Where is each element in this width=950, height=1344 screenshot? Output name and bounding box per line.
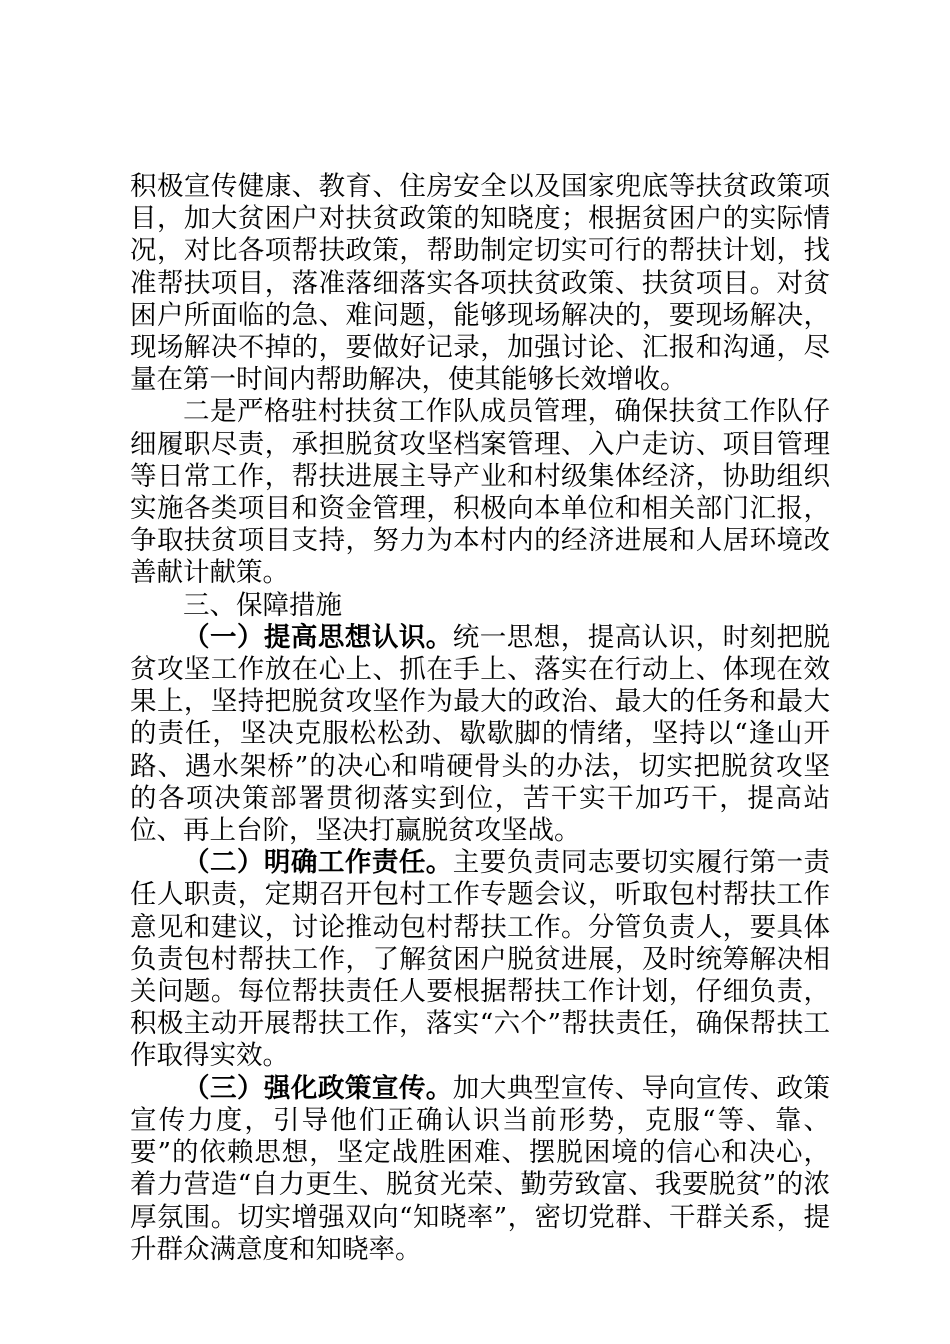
paragraph-text: 积极宣传健康、教育、住房安全以及国家兜底等扶贫政策项目，加大贫困户对扶贫政策的知晓度；根据贫困户的实际情况，对比各项帮扶政策，帮助制定切实可行的帮扶计划，找准帮扶项目，落准落细落实各项扶贫政策、扶贫项目。对贫困户所面临的急、难问题，能够现场解决的，要现场解决，现场解决不掉的，要做好记录，加强讨论、汇报和沟通，尽量在第一时间内帮助解决，使其能够长效增收。 [130, 171, 830, 396]
paragraph-policy-promotion [130, 171, 830, 396]
paragraph-lead: （二）明确工作责任。 [183, 847, 453, 879]
paragraph-lead: （三）强化政策宣传。 [183, 1072, 453, 1104]
paragraph-clarify-responsibility [130, 847, 830, 1072]
document-page [130, 171, 830, 1266]
paragraph-team-management [130, 396, 830, 589]
paragraph-text: 加大典型宣传、导向宣传、政策宣传力度，引导他们正确认识当前形势，克服“等、靠、要”的依赖思想，坚定战胜困难、摆脱困境的信心和决心，着力营造“自力更生、脱贫光荣、勤劳致富、我要脱贫”的浓厚氛围。切实增强双向“知晓率”，密切党群、干群关系，提升群众满意度和知晓率。 [130, 1072, 831, 1265]
paragraph-lead: （一）提高思想认识。 [183, 621, 453, 653]
paragraph-text: 统一思想，提高认识，时刻把脱贫攻坚工作放在心上、抓在手上、落实在行动上、体现在效果上，坚持把脱贫攻坚作为最大的政治、最大的任务和最大的责任，坚决克服松松劲、歇歇脚的情绪，坚持以“逢山开路、遇水架桥”的决心和啃硬骨头的办法，切实把脱贫攻坚的各项决策部署贯彻落实到位，苦干实干加巧干，提高站位、再上台阶，坚决打赢脱贫攻坚战。 [130, 621, 831, 847]
section-heading-safeguards [130, 590, 830, 622]
paragraph-policy-publicity [130, 1073, 830, 1266]
paragraph-text: 主要负责同志要切实履行第一责任人职责，定期召开包村工作专题会议，听取包村帮扶工作意见和建议，讨论推动包村帮扶工作。分管负责人，要具体负责包村帮扶工作，了解贫困户脱贫进展，及时统筹解决相关问题。每位帮扶责任人要根据帮扶工作计划，仔细负责，积极主动开展帮扶工作，落实“六个”帮扶责任，确保帮扶工作取得实效。 [130, 847, 831, 1072]
paragraph-text: 二是严格驻村扶贫工作队成员管理，确保扶贫工作队仔细履职尽责，承担脱贫攻坚档案管理、入户走访、项目管理等日常工作，帮扶进展主导产业和村级集体经济，协助组织实施各类项目和资金管理，积极向本单位和相关部门汇报，争取扶贫项目支持，努力为本村内的经济进展和人居环境改善献计献策。 [130, 396, 830, 589]
section-heading-text: 三、保障措施 [183, 589, 342, 621]
paragraph-raise-awareness [130, 622, 830, 847]
